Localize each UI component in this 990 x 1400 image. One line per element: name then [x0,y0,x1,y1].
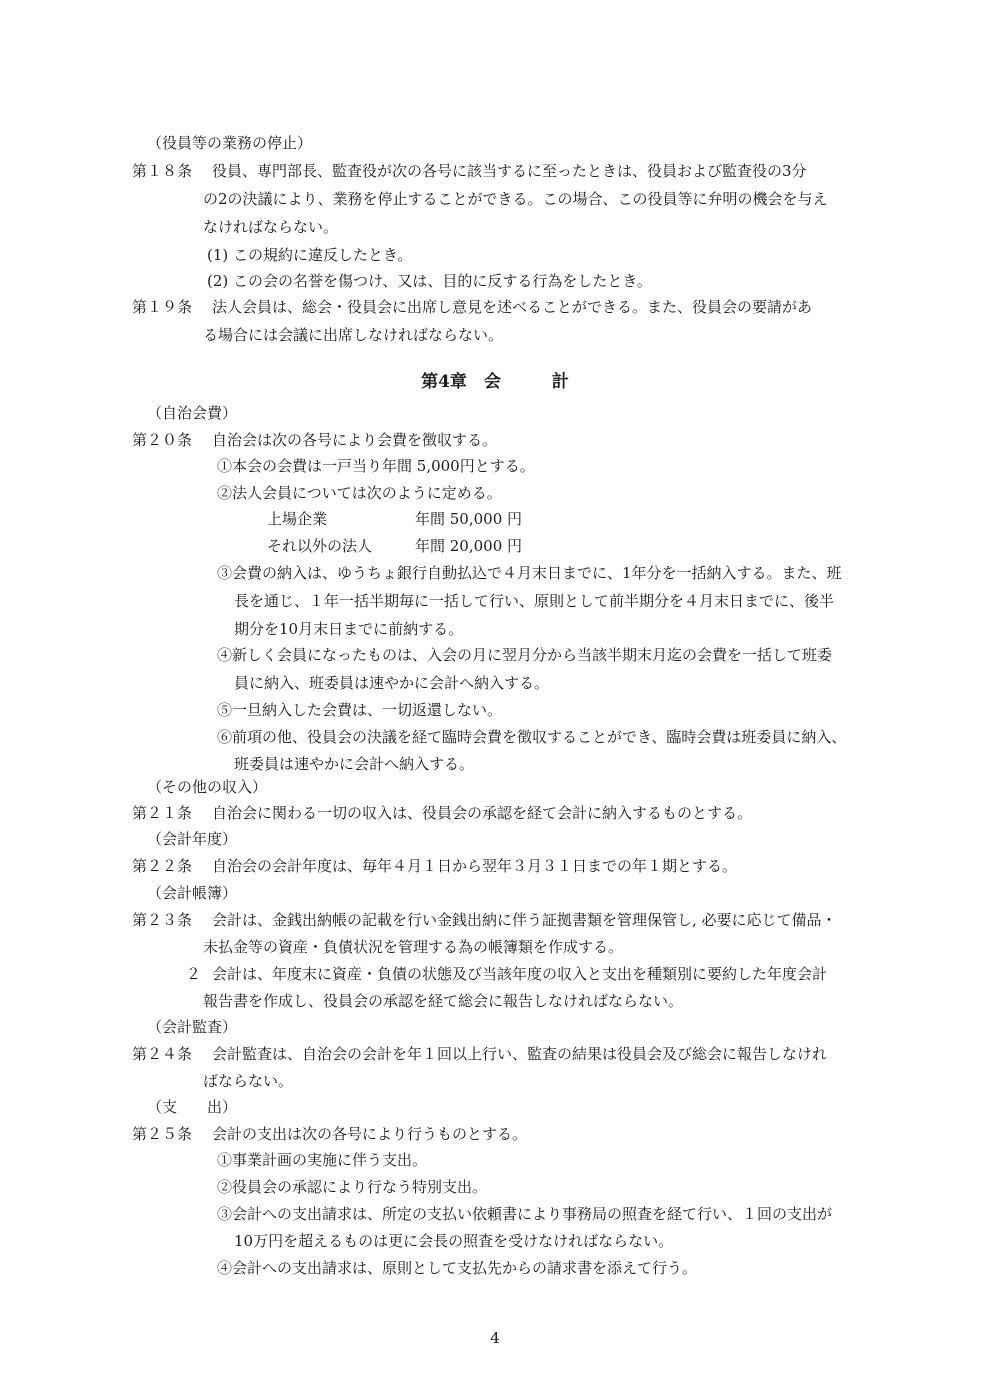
list-item-cont: 員に納入、班委員は速やかに会計へ納入する。 [234,674,550,692]
section-heading: （会計年度） [147,830,238,848]
list-item-cont: 10万円を超えるものは更に会長の照査を受けなければならない。 [234,1232,674,1250]
section-heading: （会計帳簿） [147,884,238,902]
list-item: ②役員会の承認により行なう特別支出。 [217,1178,488,1196]
list-item-cont: 班委員は速やかに会計へ納入する。 [234,755,475,773]
article-number: 第１８条 [132,162,193,180]
article-21 [132,803,752,823]
article-number: 第１９条 [132,298,193,316]
article-text: る場合には会議に出席しなければならない。 [203,326,504,344]
article-number: 第２５条 [132,1125,193,1143]
list-item-cont: 期分を10月末日までに前納する。 [234,620,464,638]
article-text: 自治会に関わる一切の収入は、役員会の承認を経て会計に納入するものとする。 [212,804,753,822]
list-item: ③会計への支出請求は、所定の支払い依頼書により事務局の照査を経て行い、１回の支出が [217,1205,833,1223]
list-item: ①事業計画の実施に伴う支出。 [217,1151,428,1169]
section-heading: （その他の収入） [147,778,268,796]
paragraph-number: ２ [186,965,202,983]
article-text: 自治会は次の各号により会費を徴収する。 [212,431,498,449]
article-text: 会計監査は、自治会の会計を年１回以上行い、監査の結果は役員会及び総会に報告しなけれ [212,1045,828,1063]
article-text: なければならない。 [203,218,339,236]
list-item: ④会計への支出請求は、原則として支払先からの請求書を添えて行う。 [217,1259,698,1277]
article-22 [132,856,737,876]
list-item: (2) この会の名誉を傷つけ、又は、目的に反する行為をしたとき。 [207,272,652,290]
list-item-cont: 長を通じ、１年一括半期毎に一括して行い、原則として前半期分を４月末日までに、後半 [234,592,835,610]
list-item: ⑥前項の他、役員会の決議を経て臨時会費を徴収することができ、臨時会費は班委員に納入、 [217,728,847,746]
article-number: 第２４条 [132,1045,193,1063]
list-item: (1) この規約に違反したとき。 [207,246,413,264]
article-number: 第２２条 [132,857,193,875]
section-heading: （自治会費） [147,404,238,422]
article-25 [132,1124,527,1144]
article-number: 第２３条 [132,911,193,929]
list-item: ⑤一旦納入した会費は、一切返還しない。 [217,701,503,719]
article-18 [132,161,807,181]
section-heading: （支 出） [147,1098,238,1116]
list-item: ①本会の会費は一戸当り年間 5,000円とする。 [217,457,535,475]
fee-label: それ以外の法人 [267,537,373,555]
article-text: ばならない。 [203,1072,294,1090]
article-23 [132,910,837,930]
section-heading: （役員等の業務の停止） [147,134,313,152]
article-19 [132,297,812,317]
fee-value: 年間 50,000 円 [415,510,523,528]
article-number: 第２０条 [132,431,193,449]
fee-label: 上場企業 [267,510,328,528]
article-text: 法人会員は、総会・役員会に出席し意見を述べることができる。また、役員会の要請があ [212,298,813,316]
section-heading: （会計監査） [147,1018,238,1036]
article-text: 会計は、年度末に資産・負債の状態及び当該年度の収入と支出を種類別に要約した年度会計 [212,965,828,983]
page-number: 4 [490,1329,500,1347]
article-text: 自治会の会計年度は、毎年４月１日から翌年３月３１日までの年１期とする。 [212,857,738,875]
article-text: 会計の支出は次の各号により行うものとする。 [212,1125,528,1143]
article-text: 役員、専門部長、監査役が次の各号に該当するに至ったときは、役員および監査役の3分 [212,162,807,180]
article-number: 第２１条 [132,804,193,822]
chapter-title: 第4章 会 計 [421,372,569,392]
list-item: ③会費の納入は、ゆうちょ銀行自動払込で４月末日までに、1年分を一括納入する。また、班 [217,564,842,582]
article-text: 未払金等の資産・負債状況を管理する為の帳簿類を作成する。 [203,938,624,956]
article-text: の2の決議により、業務を停止することができる。この場合、この役員等に弁明の機会を与え [203,190,828,208]
article-20 [132,430,497,450]
list-item: ④新しく会員になったものは、入会の月に翌月分から当該半期末月迄の会費を一括して班委 [217,646,833,664]
article-text: 報告書を作成し、役員会の承認を経て総会に報告しなければならない。 [203,992,684,1010]
article-24 [132,1044,827,1064]
list-item: ②法人会員については次のように定める。 [217,484,502,502]
fee-value: 年間 20,000 円 [415,537,523,555]
article-text: 会計は、金銭出納帳の記載を行い金銭出納に伴う証拠書類を管理保管し, 必要に応じて備品・ [212,911,837,929]
